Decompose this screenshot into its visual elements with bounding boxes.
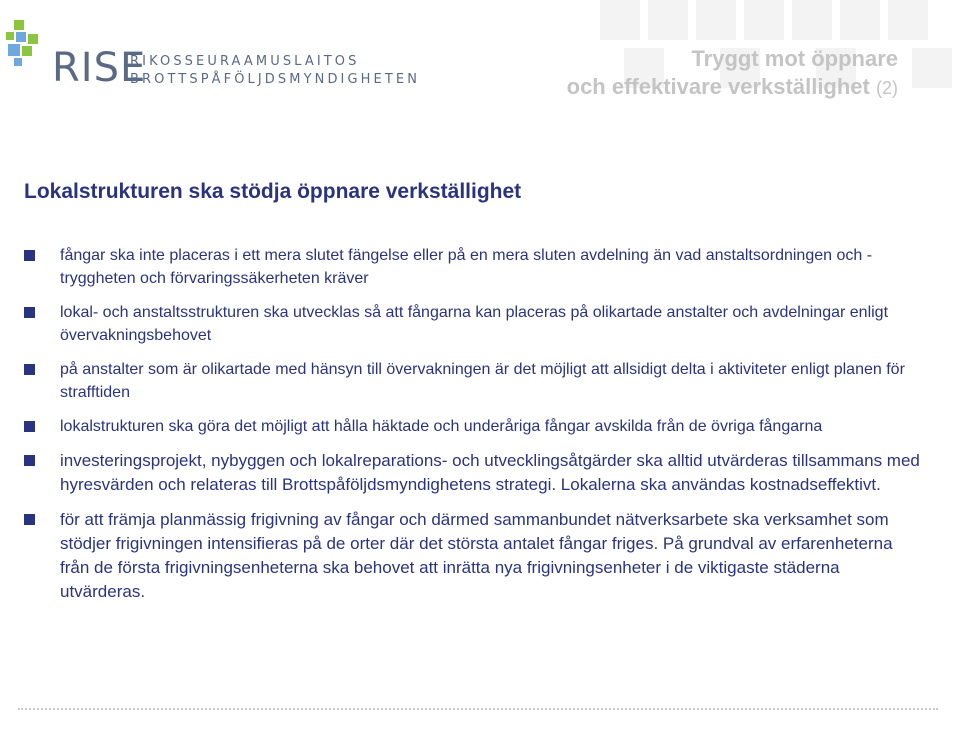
square-bullet-icon <box>24 455 35 466</box>
bullet-text: för att främja planmässig frigivning av fångar och därmed sammanbundet nätverksarbete ska verksamhet som stödjer frigivningen intensifieras på de orter där det största antalet fångar friges. På grundval av erfarenheterna från de första frigivningsenheterna ska behovet att inrätta nya frigivningsenheter i de viktigaste städerna utvärderas. <box>60 510 893 601</box>
square-bullet-icon <box>24 514 35 525</box>
square-bullet-icon <box>24 307 35 318</box>
bullet-text: lokal- och anstaltsstrukturen ska utvecklas så att fångarna kan placeras på olikartade anstalter och avdelningar enligt övervakningsbehovet <box>60 304 889 344</box>
logo-wordmark: RISE <box>52 45 147 91</box>
bullet-item <box>24 301 924 347</box>
page-title: Lokalstrukturen ska stödja öppnare verkställighet <box>24 180 522 203</box>
rise-logo-mark-icon <box>4 20 44 70</box>
bullet-item <box>24 415 924 438</box>
header-line-1: Tryggt mot öppnare <box>691 46 898 71</box>
bullet-item <box>24 244 924 290</box>
bullet-text: på anstalter som är olikartade med hänsyn till övervakningen är det möjligt att allsidigt delta i aktiviteter enligt planen för strafftiden <box>60 361 905 401</box>
logo-org-finnish: RIKOSSEURAAMUSLAITOS <box>130 54 360 69</box>
logo-org-swedish: BROTTSPÅFÖLJDSMYNDIGHETEN <box>130 72 421 87</box>
bullet-list <box>24 244 924 615</box>
header-line-2-text: och effektivare verkställighet <box>566 74 870 99</box>
bullet-text: lokalstrukturen ska göra det möjligt att hålla häktade och underåriga fångar avskilda från de övriga fångarna <box>60 418 823 435</box>
bullet-item <box>24 449 924 497</box>
header-title <box>567 45 898 102</box>
header-line-2 <box>567 73 898 102</box>
bullet-text: fångar ska inte placeras i ett mera slutet fängelse eller på en mera sluten avdelning än vad anstaltsordningen och -tryggheten och förvaringssäkerheten kräver <box>60 247 873 287</box>
bullet-item <box>24 358 924 404</box>
square-bullet-icon <box>24 421 35 432</box>
square-bullet-icon <box>24 250 35 261</box>
bullet-item <box>24 508 924 604</box>
bullet-text: investeringsprojekt, nybyggen och lokalreparations- och utvecklingsåtgärder ska alltid utvärderas tillsammans med hyresvärden och relateras till Brottspåföljdsmyndighetens strategi. Lokalerna ska användas kostnadseffektivt. <box>60 451 920 494</box>
square-bullet-icon <box>24 364 35 375</box>
header-part: (2) <box>876 78 898 98</box>
footer-divider <box>18 708 938 710</box>
